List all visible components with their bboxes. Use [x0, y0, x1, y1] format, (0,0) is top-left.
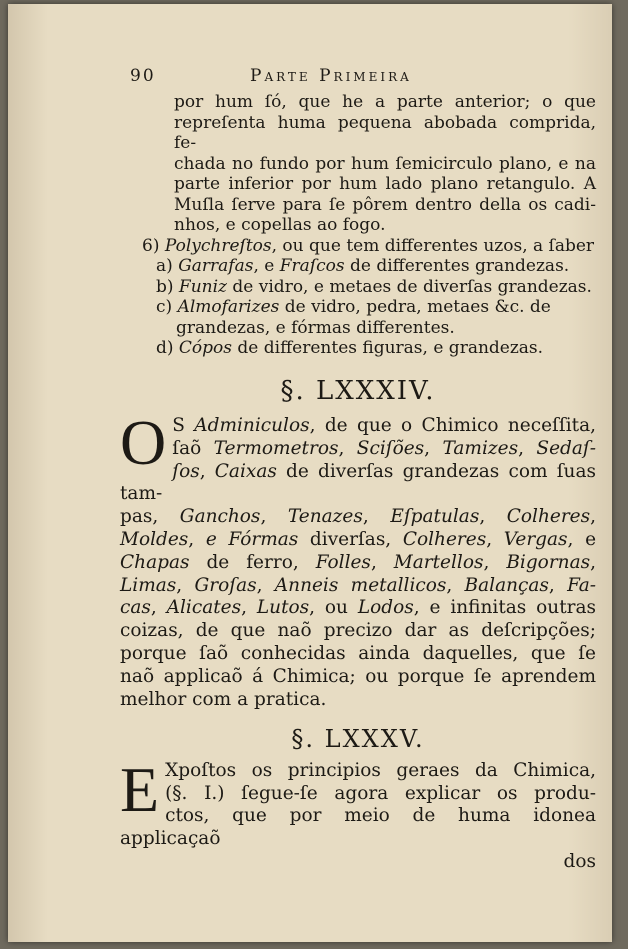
italic-term: Fa- [567, 574, 596, 596]
text-run: ſaõ [172, 437, 214, 459]
italic-term: Eſpatulas [390, 506, 480, 528]
italic-term: Folles [315, 551, 371, 573]
section-heading: §. LXXXIV. [280, 375, 436, 406]
text-line: nhos, e copellas ao fogo. [174, 215, 386, 235]
italic-term: Tamizes [442, 437, 519, 459]
italic-term: Chapas [120, 551, 190, 573]
text-run: , [150, 597, 167, 619]
section-84-paragraph [120, 407, 597, 711]
list-item-6 [120, 236, 596, 257]
italic-term: Moldes [120, 528, 189, 550]
text-run: melhor com a pratica. [120, 688, 327, 710]
text-run: coizas, de que naõ precizo dar as deſcripções; [120, 620, 596, 642]
text-run: , [241, 597, 257, 619]
text-line [120, 461, 596, 507]
text-run: , [548, 574, 568, 596]
italic-term: Martellos [393, 551, 484, 573]
section-85-paragraph [120, 753, 596, 874]
text-run: , [424, 437, 443, 459]
text-run: , [338, 437, 357, 459]
italic-term: Caixas [214, 460, 277, 482]
italic-term: Tenazes [287, 506, 363, 528]
list-item: d) Cópos de differentes figuras, e grandezas. [156, 338, 544, 358]
text-line [120, 666, 596, 689]
text-run: , ou [309, 597, 358, 619]
text-line: ctos, que por meio de huma idonea applicaçaõ [120, 805, 596, 850]
italic-term: Lutos [256, 597, 310, 619]
italic-term: Anneis metallicos [274, 574, 447, 596]
italic-term: Sedaſ- [536, 437, 597, 459]
list-item: a) Garrafas, e Fraſcos de differentes grandezas. [156, 256, 570, 276]
text-line: chada no fundo por hum ſemicirculo plano, e na [174, 153, 596, 174]
text-run: , [199, 460, 215, 482]
text-run: S [172, 415, 195, 436]
italic-term: Vergas [503, 528, 568, 550]
list-item: c) Almofarizes de vidro, pedra, metaes &c. de [156, 297, 551, 317]
text-line [120, 643, 596, 666]
text-line [120, 620, 596, 643]
italic-term: Ganchos [179, 506, 261, 528]
text-line [120, 415, 596, 438]
italic-term: e Fórmas [205, 528, 299, 550]
list-item: b) Funiz de vidro, e metaes de diverſas grandezas. [156, 276, 592, 297]
italic-term: Limas [120, 574, 177, 596]
text-run: , de que o Chimico neceſſita, [309, 415, 596, 436]
italic-term: Colheres [402, 528, 487, 550]
italic-term: Termometros [213, 437, 339, 459]
section-heading: §. LXXXV. [291, 725, 425, 754]
italic-term: Balanças [464, 574, 549, 596]
text-run: de diverſas grandezas com ſuas tam- [120, 460, 596, 505]
text-run: diverſas, [298, 528, 403, 550]
text-run: de ferro, [189, 551, 316, 573]
text-run: pas, [120, 506, 180, 528]
item-label: 6) [142, 235, 160, 256]
catchword: dos [563, 851, 596, 873]
text-run: porque ſaõ conhecidas ainda daquelles, que ſe [120, 642, 596, 664]
italic-term: cas [120, 597, 151, 619]
text-run: naõ applicaõ á Chimica; ou porque ſe aprendem [120, 665, 596, 687]
running-title: Parte Primeira [250, 66, 412, 86]
text-line: parte inferior por hum lado plano retangulo. A [174, 174, 596, 194]
italic-term: Groſas [194, 574, 257, 596]
item-term: Polychreſtos [164, 235, 272, 256]
text-run: , e [567, 528, 597, 550]
text-line: (§. I.) ſegue-ſe agora explicar os produ- [165, 782, 596, 804]
text-line: repreſenta huma pequena abobada comprida, fe- [174, 112, 596, 153]
text-run: , [483, 551, 507, 573]
text-run: , [446, 574, 465, 596]
text-run: , [590, 551, 596, 573]
text-run: , [590, 506, 597, 528]
text-line: Xpoſtos os principios geraes da Chimica, [165, 759, 596, 781]
italic-term: Sciſões [356, 437, 425, 459]
text-line: Muſla ſerve para ſe pôrem dentro della os cadi- [174, 194, 596, 215]
text-line [120, 438, 596, 461]
top-paragraph [120, 92, 596, 236]
text-run: , [370, 551, 394, 573]
text-run: , [256, 574, 275, 596]
text-line [120, 529, 596, 552]
italic-term: Adminiculos [194, 415, 310, 436]
text-line: por hum ſó, que he a parte anterior; o que [174, 92, 596, 112]
book-page [8, 4, 612, 942]
text-line [120, 575, 596, 598]
text-run: , [362, 506, 391, 528]
text-run: , [518, 437, 537, 459]
running-header [130, 66, 590, 92]
text-run: , [176, 574, 195, 596]
sub-list [120, 256, 596, 359]
italic-term: Colheres [506, 506, 591, 528]
italic-term: Bigornas [506, 551, 591, 573]
text-line [120, 552, 596, 575]
text-line [120, 506, 596, 529]
drop-cap: E [120, 753, 160, 825]
text-line [120, 597, 596, 620]
text-run: , [479, 506, 507, 528]
text-run: , [260, 506, 288, 528]
italic-term: Alicates [166, 597, 242, 619]
page-body [120, 92, 596, 874]
list-item-continued: grandezas, e fórmas differentes. [176, 317, 455, 338]
text-run: , e infinitas outras [413, 597, 597, 619]
drop-cap: O [120, 407, 167, 478]
text-run: , [188, 528, 206, 550]
text-line [120, 689, 596, 712]
text-run: , [486, 528, 504, 550]
page-number: 90 [130, 66, 156, 86]
italic-term: Lodos [357, 597, 414, 619]
item-text: , ou que tem differentes uzos, a ſaber [271, 235, 595, 256]
italic-term: ſos [172, 460, 200, 482]
